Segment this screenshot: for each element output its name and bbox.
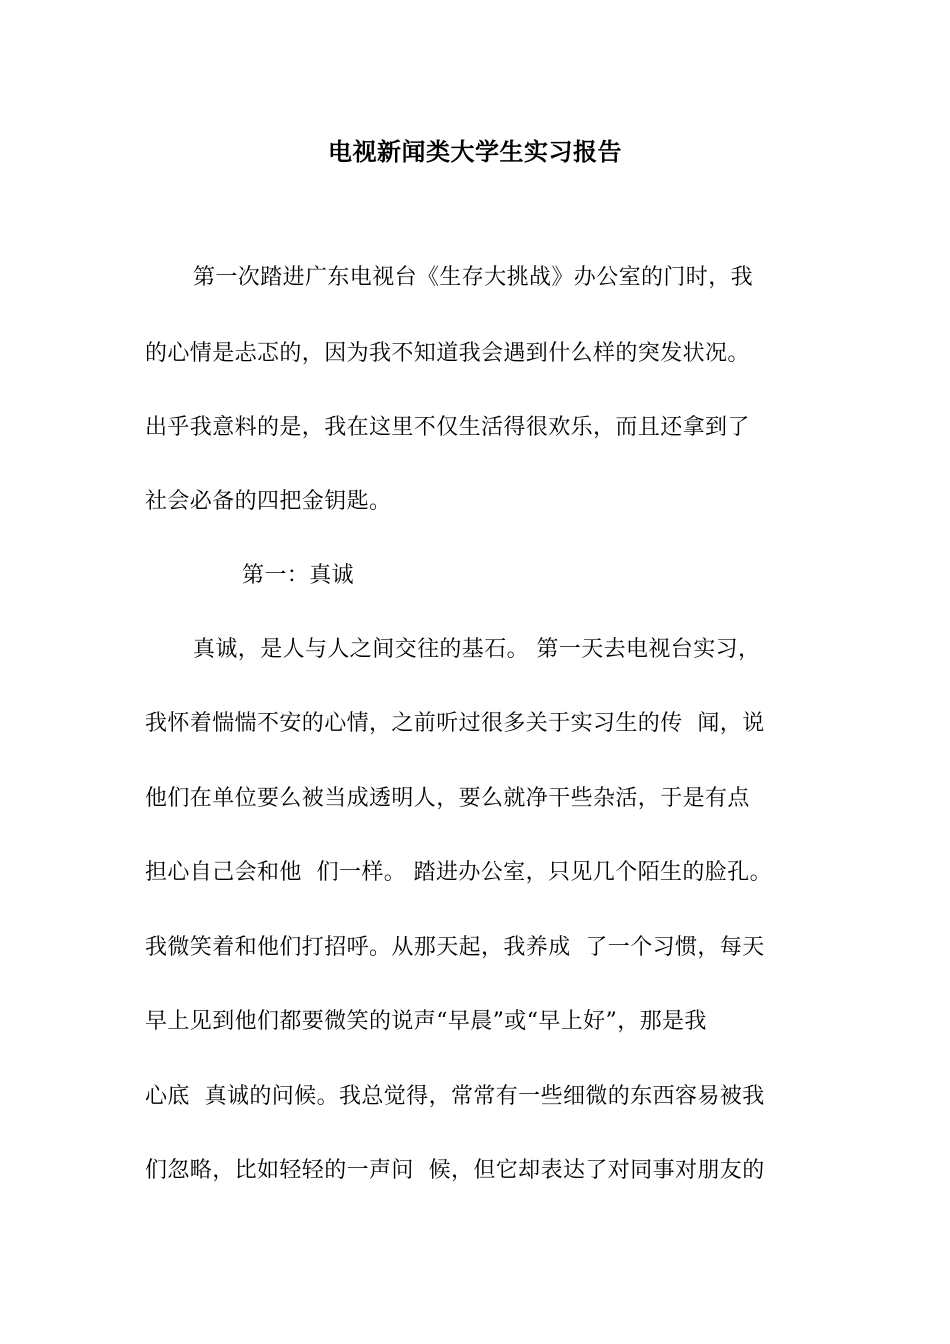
- section-heading: 第一：真诚: [242, 563, 355, 588]
- document-title: 电视新闻类大学生实习报告: [328, 137, 622, 166]
- paragraph-line: 社会必备的四把金钥匙。: [145, 489, 392, 514]
- paragraph-line: 早上见到他们都要微笑的说声“早晨”或“早上好”，那是我: [145, 1009, 707, 1034]
- paragraph-line: 他们在单位要么被当成透明人，要么就净干些杂活，于是有点: [145, 786, 750, 811]
- paragraph-line: 的心情是忐忑的，因为我不知道我会遇到什么样的突发状况。: [145, 341, 750, 366]
- paragraph-line: 们忽略，比如轻轻的一声问 候，但它却表达了对同事对朋友的: [145, 1158, 765, 1183]
- paragraph-line: 第一次踏进广东电视台《生存大挑战》办公室的门时，我: [193, 265, 754, 290]
- paragraph-line: 心底 真诚的问候。我总觉得，常常有一些细微的东西容易被我: [145, 1084, 765, 1109]
- paragraph-line: 真诚，是人与人之间交往的基石。 第一天去电视台实习，: [193, 637, 761, 662]
- paragraph-line: 出乎我意料的是，我在这里不仅生活得很欢乐，而且还拿到了: [145, 415, 750, 440]
- paragraph-line: 我怀着惴惴不安的心情，之前听过很多关于实习生的传 闻，说: [145, 711, 765, 736]
- paragraph-line: 担心自己会和他 们一样。 踏进办公室，只见几个陌生的脸孔。: [145, 860, 772, 885]
- paragraph-line: 我微笑着和他们打招呼。从那天起，我养成 了一个习惯，每天: [145, 935, 765, 960]
